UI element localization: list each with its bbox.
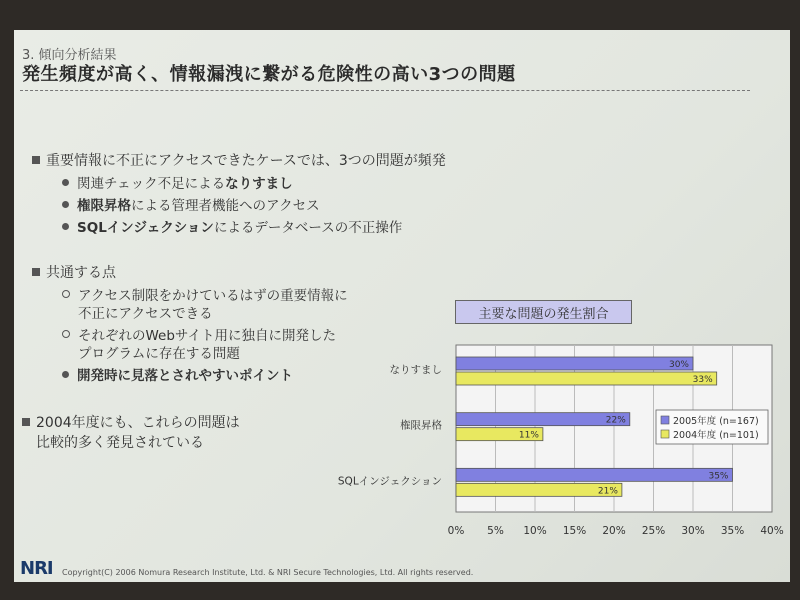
bar-value-label: 21% bbox=[597, 486, 618, 497]
bar-value-label: 35% bbox=[708, 471, 729, 482]
legend-label: 2004年度 (n=101) bbox=[673, 430, 759, 441]
x-tick-label: 30% bbox=[681, 525, 705, 537]
section-label: 3. 傾向分析結果 bbox=[22, 48, 117, 63]
x-tick-label: 35% bbox=[720, 525, 745, 537]
x-tick-label: 20% bbox=[602, 525, 626, 537]
slide-title: 発生頻度が高く、情報漏洩に繋がる危険性の高い3つの問題 bbox=[22, 64, 516, 85]
x-tick-label: 0% bbox=[447, 525, 465, 537]
bar-value-label: 33% bbox=[692, 375, 713, 385]
sub-bold-text: 権限昇格 bbox=[77, 198, 131, 214]
bullet-3-text: 2004年度にも、これらの問題は bbox=[36, 415, 240, 431]
legend-label: 2005年度 (n=167) bbox=[673, 416, 759, 427]
bullet-1-text: 重要情報に不正にアクセスできたケースでは、3つの問題が頻発 bbox=[46, 153, 446, 169]
category-label: なりすまし bbox=[389, 364, 442, 376]
sub-text: それぞれのWebサイト用に独自に開発した bbox=[78, 328, 336, 344]
bullet-2-sub-1-cont: 不正にアクセスできる bbox=[78, 306, 213, 322]
chart-title: 主要な問題の発生割合 bbox=[455, 300, 632, 324]
x-tick-label: 40% bbox=[760, 525, 784, 537]
bullet-2-text: 共通する点 bbox=[46, 265, 116, 281]
category-label: SQLインジェクション bbox=[337, 475, 442, 488]
copyright-footer: Copyright(C) 2006 Nomura Research Institute, Ltd. & NRI Secure Technologies, Ltd. All rights reserved. bbox=[62, 568, 474, 577]
bullet-3-cont: 比較的多く発見されている bbox=[36, 435, 204, 451]
nri-logo: NRI bbox=[20, 558, 53, 579]
bullet-2-sub-2-cont: プログラムに存在する問題 bbox=[78, 346, 240, 362]
bar-value-label: 30% bbox=[668, 360, 689, 370]
bar bbox=[456, 357, 693, 370]
sub-text: 関連チェック不足による bbox=[77, 176, 226, 192]
x-tick-label: 10% bbox=[523, 525, 547, 537]
bar bbox=[456, 372, 717, 385]
category-label: 権限昇格 bbox=[400, 419, 442, 432]
bar bbox=[456, 413, 630, 426]
legend-swatch bbox=[661, 416, 669, 424]
sub-bold-text: 開発時に見落とされやすいポイント bbox=[77, 368, 293, 384]
bar bbox=[456, 468, 733, 481]
sub-text: による管理者機能へのアクセス bbox=[131, 198, 320, 214]
x-tick-label: 25% bbox=[641, 525, 666, 537]
legend-swatch bbox=[661, 430, 669, 438]
bar-value-label: 11% bbox=[518, 430, 539, 441]
sub-bold-text: SQLインジェクション bbox=[77, 220, 214, 236]
sub-text: アクセス制限をかけているはずの重要情報に bbox=[78, 288, 348, 304]
bar-value-label: 22% bbox=[605, 415, 626, 426]
sub-bold-text: なりすまし bbox=[225, 176, 293, 192]
sub-text: によるデータベースの不正操作 bbox=[213, 220, 403, 236]
x-tick-label: 5% bbox=[487, 525, 504, 537]
x-tick-label: 15% bbox=[562, 525, 587, 537]
